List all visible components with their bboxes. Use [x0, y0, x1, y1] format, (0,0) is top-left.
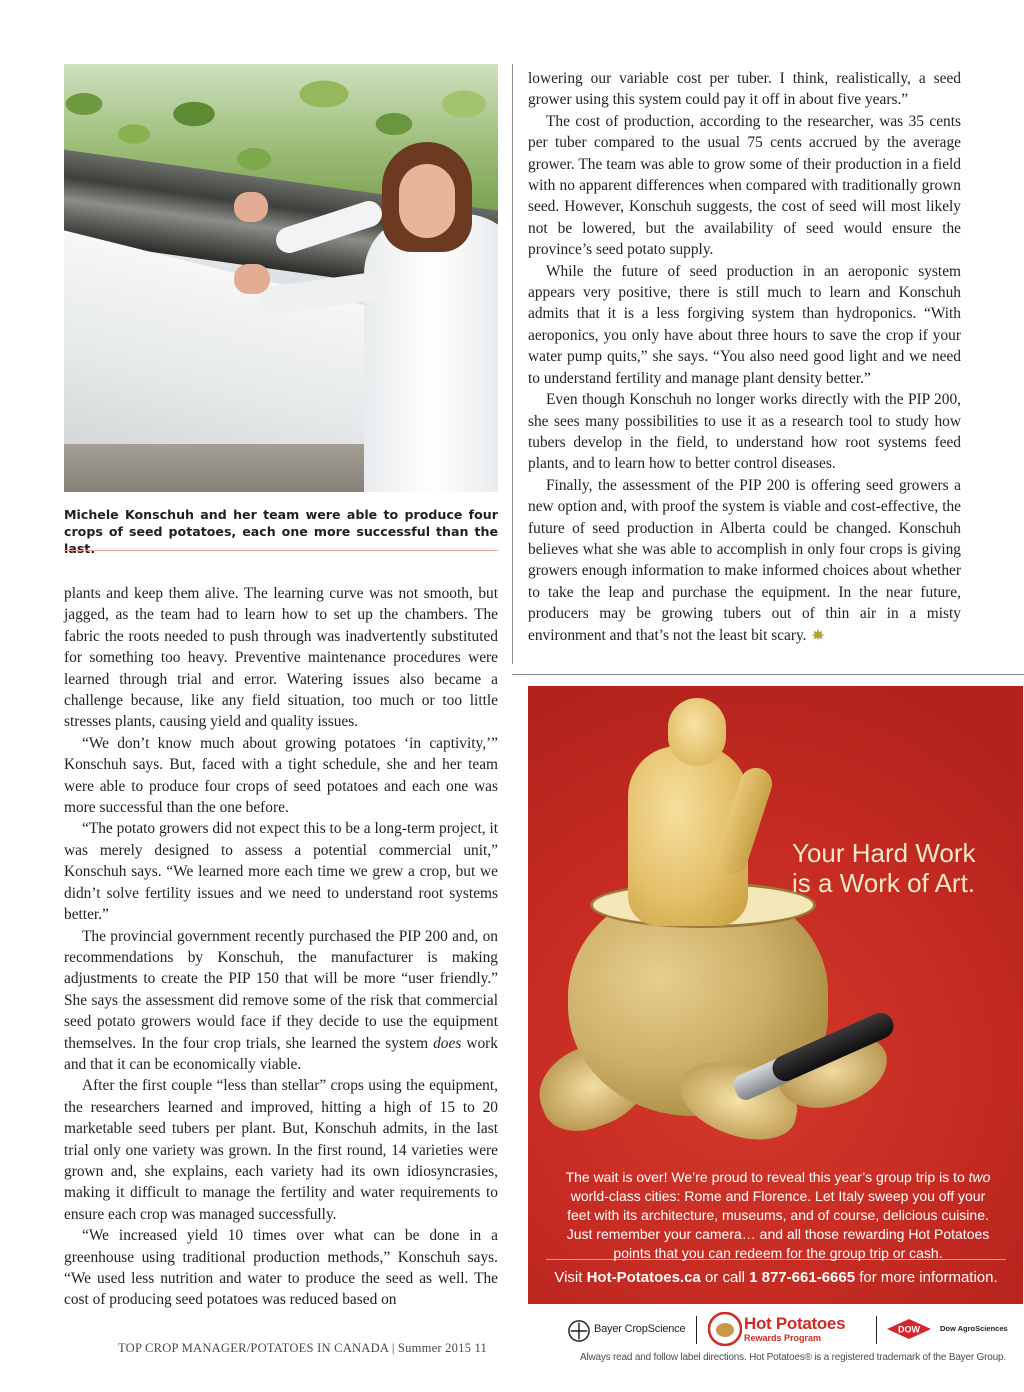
researcher-hand	[234, 264, 270, 294]
ad-call-to-action	[546, 1259, 1006, 1292]
hot-potatoes-subtitle: Rewards Program	[744, 1333, 822, 1343]
paragraph: “The potato growers did not expect this to be a long-term project, it was merely designed to assess a potential commercial unit,” Konschuh says. “We learned more each time we grew a crop, but we didn’t solve fertility issues and we need to understand root systems better.”	[64, 820, 498, 924]
cta-suffix: for more information.	[859, 1269, 998, 1286]
researcher-lab-coat	[364, 214, 498, 492]
left-column	[64, 583, 498, 1311]
maple-leaf-icon	[811, 628, 825, 642]
article-photo	[64, 64, 498, 492]
paragraph: The cost of production, according to the researcher, was 35 cents per tuber compared to the usual 75 cents accrued by the average grower. The team was able to grow some of their production in a field with no apparent differences when compared with traditionally grown seed. However, Konschuh suggests, the cost of seed will most likely not be lowered, but the availability of seed would ensure the province’s seed potato supply.	[528, 112, 961, 259]
paragraph-text: work and that it can be economically viable.	[64, 1034, 498, 1073]
bayer-cross-logo-icon	[568, 1320, 590, 1342]
ad-body-emphasis: two	[968, 1169, 991, 1185]
dow-mark: DOW	[898, 1324, 920, 1335]
ad-headline-line: is a Work of Art.	[792, 868, 976, 898]
cta-prefix: Visit	[554, 1269, 583, 1286]
ad-disclaimer: Always read and follow label directions. Hot Potatoes® is a registered trademark of the Bayer Group.	[580, 1352, 1006, 1363]
logo-separator	[696, 1316, 697, 1344]
paragraph: Even though Konschuh no longer works directly with the PIP 200, she sees many possibilities to use it as a research tool to study how tubers develop in the field, to understand how root systems feed plants, and to learn how to better control diseases.	[528, 391, 961, 473]
paragraph: plants and keep them alive. The learning curve was not smooth, but jagged, as the team had to learn how to set up the chambers. The fabric the roots needed to push through was inadvertently substituted for something too heavy. Preventive maintenance procedures were learned through trial and error. Watering issues also became a challenge because, like any field situation, too much or too little stresses plants, causing yield and quality issues.	[64, 585, 498, 731]
ad-body-part: The wait is over! We’re proud to reveal this year’s group trip is to	[565, 1169, 965, 1185]
paragraph: While the future of seed production in an aeroponic system appears very positive, there is still much to learn and Konschuh admits that it is a less forgiving system than hydroponics. “With aeroponics, you only have about three hours to save the crop if your water pump quits,” she says. “You also need good light and we need to understand fertility and manage plant density better.”	[528, 262, 961, 387]
paragraph	[64, 926, 498, 1076]
ad-body-part: world-class cities: Rome and Florence. Let Italy sweep you off your feet with its architecture, museums, and of course, delicious cuisine. Just remember your camera… and all those rewarding Hot Potatoes points that you can redeem for the group trip or cash.	[566, 1188, 990, 1261]
column-divider	[512, 64, 513, 664]
paragraph: lowering our variable cost per tuber. I think, realistically, a seed grower using this system could pay it off in about five years.”	[528, 70, 961, 109]
hot-potatoes-badge-icon	[708, 1312, 742, 1346]
cta-middle: or call	[704, 1269, 745, 1286]
ad-headline	[792, 838, 1012, 898]
ad-headline-line: Your Hard Work	[792, 838, 976, 868]
right-column	[528, 68, 961, 646]
potato-statue-head	[668, 698, 726, 766]
researcher-hand	[234, 192, 268, 222]
ad-website-link[interactable]: Hot-Potatoes.ca	[586, 1269, 701, 1286]
paragraph: “We don’t know much about growing potatoes ‘in captivity,’” Konschuh says. But, faced with a tight schedule, she and her team were able to produce four crops of seed potatoes and each one was more successful than the one before.	[64, 734, 498, 817]
photo-caption: Michele Konschuh and her team were able to produce four crops of seed potatoes, each one more successful than the last.	[64, 507, 498, 556]
advertisement[interactable]	[528, 686, 1023, 1304]
researcher-face	[399, 164, 455, 238]
logo-separator	[876, 1316, 877, 1344]
dow-diamond-logo-icon	[885, 1318, 933, 1340]
paragraph: “We increased yield 10 times over what can be done in a greenhouse using traditional production methods,” Konschuh says. “We used less nutrition and water to produce the seed as well. The cost of producing seed potatoes was reduced based on	[64, 1227, 498, 1309]
paragraph	[528, 475, 961, 646]
caption-divider	[64, 550, 498, 551]
ad-body-text	[558, 1168, 998, 1263]
hot-potatoes-logo: Hot Potatoes	[744, 1314, 846, 1333]
paragraph: After the first couple “less than stellar” crops using the equipment, the researchers learned and improved, hitting a high of 15 to 20 marketable seed tubers per plant. But, Konschuh admits, in the last trial only one variety was grown. In the first round, 14 varieties were grown and, she explains, each variety had its own idiosyncrasies, making it difficult to manage the fertility and water requirements to ensure each crop was managed successfully.	[64, 1077, 498, 1223]
emphasis-text: does	[433, 1034, 462, 1052]
paragraph-text: The provincial government recently purchased the PIP 200 and, on recommendations by Konschuh, the manufacturer is making adjustments to create the PIP 150 that will be more “user friendly.” She says the assessment did remove some of the risk that commercial seed potato growers would face if they decide to use the equipment themselves. In the four crop trials, she learned the system	[64, 927, 498, 1052]
ad-phone-number[interactable]: 1 877-661-6665	[749, 1269, 856, 1286]
paragraph-text: Finally, the assessment of the PIP 200 is offering seed growers a new option and, with proof the system is viable and cost-effective, the future of seed production in Alberta could be changed. Konschuh believes what she was able to accomplish in only four crops is giving growers enough information to make informed choices about whether to take the leap and purchase the equipment. In the near future, producers may be growing tubers out of thin air in a misty environment and that’s not the least bit scary.	[528, 476, 961, 644]
dow-agrosciences-logo: Dow AgroSciences	[940, 1324, 1008, 1333]
advertisement-divider	[512, 674, 1024, 675]
sponsor-logos	[560, 1312, 1010, 1348]
page-footer-folio: TOP CROP MANAGER/POTATOES IN CANADA | Summer 2015 11	[118, 1341, 487, 1355]
bayer-cropscience-logo: Bayer CropScience	[594, 1323, 686, 1335]
